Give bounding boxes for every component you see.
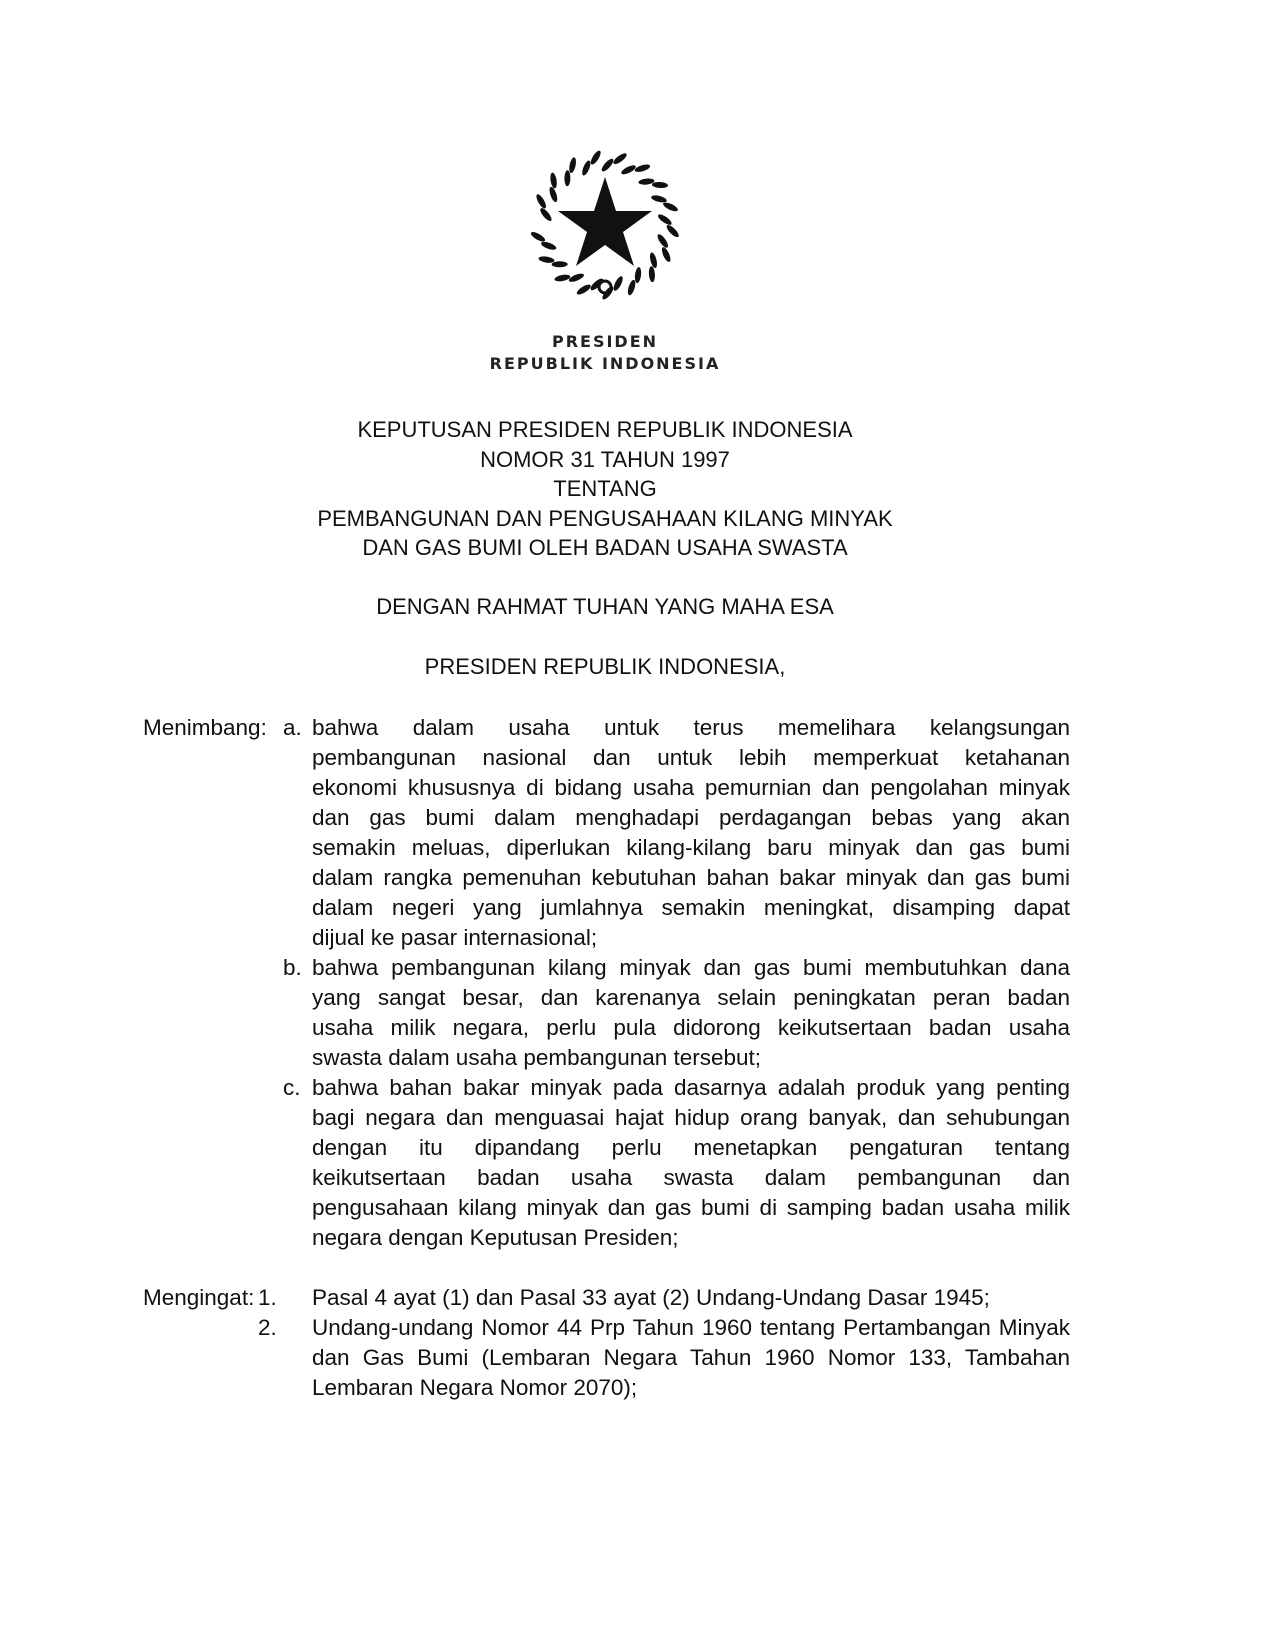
wreath-leaf [657, 213, 674, 227]
item-text-line: Pasal 4 ayat (1) dan Pasal 33 ayat (2) Undang-Undang Dasar 1945; [312, 1285, 990, 1310]
item-marker: 1. [258, 1285, 277, 1310]
wreath-leaf [634, 163, 651, 173]
wreath-leaf [568, 157, 577, 174]
wreath-leaf [568, 272, 585, 284]
wreath-leaf [612, 275, 625, 292]
item-text-line: keikutsertaan badan usaha swasta dalam pembangunan dan [312, 1165, 1070, 1190]
wreath-leaf [538, 207, 553, 223]
wreath-leaf [626, 279, 636, 296]
wreath-leaf [554, 274, 571, 283]
item-text-line: dengan itu dipandang perlu menetapkan pengaturan tentang [312, 1135, 1070, 1160]
item-text-line: pengusahaan kilang minyak dan gas bumi di samping badan usaha milik [312, 1195, 1070, 1220]
wreath-leaf [575, 283, 592, 297]
wreath-leaf [549, 172, 557, 189]
item-text-line: dalam negeri yang jumlahnya semakin meningkat, disamping dapat [312, 895, 1070, 920]
item-text-line: pembangunan nasional dan untuk lebih memperkuat ketahanan [312, 745, 1070, 770]
wreath-leaf [589, 277, 605, 292]
wreath-leaf [589, 149, 603, 166]
wreath-leaf [530, 230, 547, 243]
item-text-line: swasta dalam usaha pembangunan tersebut; [312, 1045, 762, 1070]
wreath-leaf [662, 201, 679, 213]
item-text-line: Lembaran Negara Nomor 2070); [312, 1375, 638, 1400]
wreath-leaf [620, 163, 637, 176]
mengingat-label: Mengingat: [143, 1285, 255, 1310]
item-marker: c. [283, 1075, 301, 1100]
wreath-leaf [538, 255, 555, 263]
title-line: KEPUTUSAN PRESIDEN REPUBLIK INDONESIA [357, 417, 853, 442]
wreath-leaf [552, 261, 568, 267]
item-text-line: dalam rangka pemenuhan kebutuhan bahan bakar minyak dan gas bumi [312, 865, 1070, 890]
title-line: NOMOR 31 TAHUN 1997 [480, 447, 730, 472]
item-text-line: dan Gas Bumi (Lembaran Negara Tahun 1960 Nomor 133, Tambahan [312, 1345, 1070, 1370]
wreath-leaf [660, 246, 672, 263]
invocation: DENGAN RAHMAT TUHAN YANG MAHA ESA [376, 594, 834, 619]
title-line: PEMBANGUNAN DAN PENGUSAHAAN KILANG MINYAK [317, 506, 893, 531]
wreath-leaf [612, 151, 628, 165]
wreath-leaf [652, 181, 668, 188]
item-text-line: usaha milik negara, perlu pula didorong keikutsertaan badan usaha [312, 1015, 1070, 1040]
item-text-line: bahwa dalam usaha untuk terus memelihara kelangsungan [312, 715, 1070, 740]
item-text-line: Undang-undang Nomor 44 Prp Tahun 1960 tentang Pertambangan Minyak [312, 1315, 1070, 1340]
item-text-line: yang sangat besar, dan karenanya selain peningkatan peran badan [312, 985, 1070, 1010]
wreath-leaf [648, 266, 655, 282]
wreath-leaf [564, 170, 570, 186]
wreath-leaf [535, 193, 548, 210]
item-marker: b. [283, 955, 302, 980]
item-text-line: dijual ke pasar internasional; [312, 925, 598, 950]
item-marker: 2. [258, 1315, 277, 1340]
item-text-line: dan gas bumi dalam menghadapi perdagangan bebas yang akan [312, 805, 1070, 830]
presidential-seal-icon [525, 145, 685, 305]
item-text-line: negara dengan Keputusan Presiden; [312, 1225, 679, 1250]
title-line: TENTANG [553, 476, 657, 501]
letterhead-line1: PRESIDEN [551, 332, 659, 351]
item-text-line: bahwa bahan bakar minyak pada dasarnya adalah produk yang penting [312, 1075, 1070, 1100]
wreath-leaf [656, 233, 670, 250]
item-text-line: semakin meluas, diperlukan kilang-kilang baru minyak dan gas bumi [312, 835, 1070, 860]
title-line: DAN GAS BUMI OLEH BADAN USAHA SWASTA [362, 535, 848, 560]
letterhead-line2: REPUBLIK INDONESIA [489, 354, 721, 373]
item-text-line: bagi negara dan menguasai hajat hidup orang banyak, dan sehubungan [312, 1105, 1070, 1130]
wreath-leaf [600, 157, 615, 173]
wreath-leaf [581, 159, 593, 176]
wreath-leaf [649, 252, 659, 269]
item-text-line: ekonomi khususnya di bidang usaha pemurnian dan pengolahan minyak [312, 775, 1070, 800]
menimbang-label: Menimbang: [143, 715, 267, 740]
item-marker: a. [283, 715, 302, 740]
wreath-leaf [665, 223, 681, 239]
wreath-leaf [634, 267, 642, 284]
president-heading: PRESIDEN REPUBLIK INDONESIA, [424, 654, 786, 679]
wreath-leaf [651, 194, 668, 204]
wreath-leaf [548, 186, 559, 203]
item-text-line: bahwa pembangunan kilang minyak dan gas bumi membutuhkan dana [312, 955, 1070, 980]
wreath-leaf [540, 240, 557, 251]
